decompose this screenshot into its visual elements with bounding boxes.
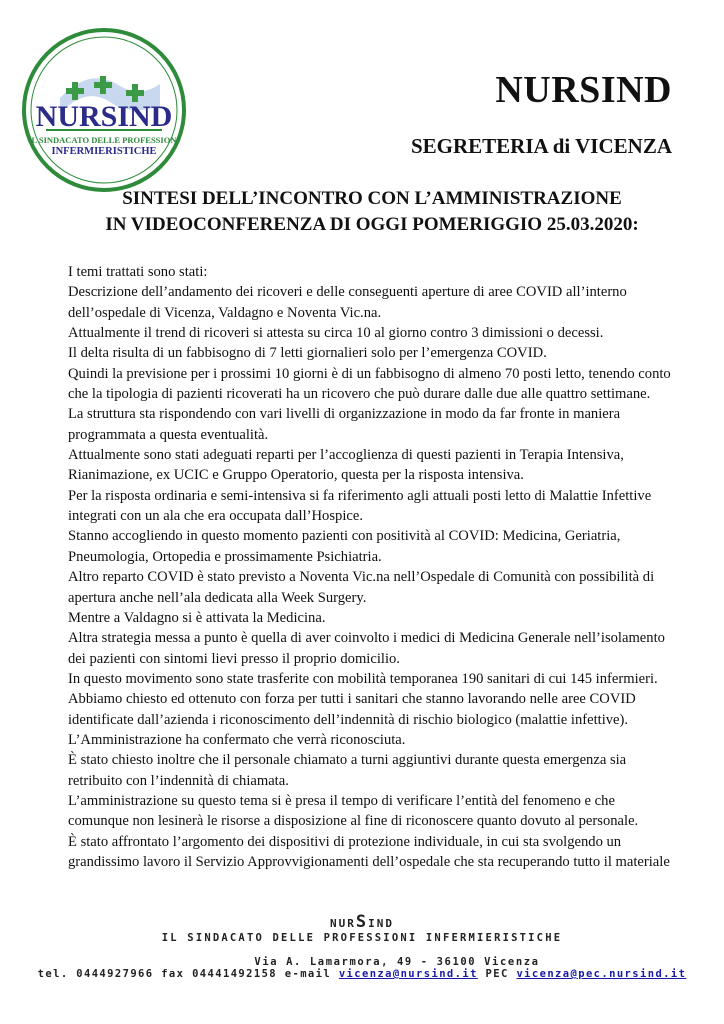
footer-logo-big: S: [355, 912, 369, 932]
body-line: apertura anche nell’ala dedicata alla Week Surgery.: [68, 589, 367, 606]
footer-logo-pre: NUR: [330, 917, 356, 930]
body-line: retribuito con l’indennità di chiamata.: [68, 772, 289, 789]
body-line: integrati con un ala che era occupata dall’Hospice.: [68, 508, 363, 525]
body-line: Attualmente il trend di ricoveri si attesta su circa 10 al giorno contro 3 dimissioni o decessi.: [68, 325, 604, 342]
body-line: comunque non lesinerà le risorse a disposizione al fine di riconoscere quanto dovuto al personale.: [68, 813, 639, 830]
org-name: NURSIND: [495, 69, 672, 111]
body-line: Pneumologia, Ortopedia e prossimamente Psichiatria.: [68, 548, 382, 565]
body-line: Rianimazione, ex UCIC e Gruppo Operatorio, questa per la risposta intensiva.: [68, 467, 524, 484]
body-line: È stato affrontato l’argomento dei dispositivi di protezione individuale, in cui sta svolgendo un: [68, 833, 622, 850]
logo-tagline-1: IL SINDACATO DELLE PROFESSIONI: [28, 135, 180, 145]
body-line: In questo movimento sono state trasferite con mobilità temporanea 190 sanitari di cui 145 infermieri.: [68, 670, 658, 687]
footer: [0, 912, 724, 980]
footer-email-link[interactable]: vicenza@nursind.it: [338, 968, 478, 980]
body-line: identificate dall’azienda i riconoscimento dell’indennità di rischio biologico (malattie infettive).: [68, 711, 629, 728]
body-line: L’amministrazione su questo tema si è presa il tempo di verificare l’entità del fenomeno e che: [68, 792, 615, 809]
body-line: programmata a questa eventualità.: [68, 426, 269, 443]
body-line: Mentre a Valdagno si è attivata la Medicina.: [68, 609, 326, 626]
title-line-1: SINTESI DELL’INCONTRO CON L’AMMINISTRAZIONE: [122, 188, 622, 209]
body-line: Altro reparto COVID è stato previsto a Noventa Vic.na nell’Ospedale di Comunità con possibilità di: [68, 569, 655, 586]
body-line: Stanno accogliendo in questo momento pazienti con positività al COVID: Medicina, Geriatria,: [68, 528, 621, 545]
body-line: Altra strategia messa a punto è quella di aver coinvolto i medici di Medicina Generale nell’isolamento: [68, 630, 665, 647]
body-line: Abbiamo chiesto ed ottenuto con forza per tutti i sanitari che stanno lavorando nelle aree COVID: [68, 691, 636, 708]
title-line-2: IN VIDEOCONFERENZA DI OGGI POMERIGGIO 25.03.2020:: [105, 214, 639, 235]
logo-wordmark: NURSIND: [35, 100, 173, 133]
logo-tagline-2: INFERMIERISTICHE: [51, 146, 157, 157]
body-line: dell’ospedale di Vicenza, Valdagno e Noventa Vic.na.: [68, 304, 382, 321]
body-line: Il delta risulta di un fabbisogno di 7 letti giornalieri solo per l’emergenza COVID.: [68, 345, 547, 362]
body-line: dei pazienti con sintomi lievi presso il proprio domicilio.: [68, 650, 400, 667]
body-line: L’Amministrazione ha confermato che verrà riconosciuta.: [68, 731, 406, 748]
org-subtitle: SEGRETERIA di VICENZA: [410, 134, 672, 158]
body-line: Attualmente sono stati adeguati reparti per l’accoglienza di questi pazienti in Terapia Intensiva,: [68, 447, 624, 464]
footer-contact-prefix: tel. 0444927966 fax 04441492158 e-mail: [37, 968, 332, 980]
footer-contacts: [0, 968, 724, 980]
document-body: [68, 262, 684, 872]
nursind-logo: [20, 26, 188, 194]
footer-tagline: IL SINDACATO DELLE PROFESSIONI INFERMIERISTICHE: [161, 932, 563, 944]
body-line: Descrizione dell’andamento dei ricoveri e delle conseguenti aperture di aree COVID all’interno: [68, 284, 627, 301]
body-line: che la tipologia di pazienti ricoverati ha un ricovero che può durare dalle due alle quattro settimane.: [68, 386, 651, 403]
footer-address: Via A. Lamarmora, 49 - 36100 Vicenza: [254, 956, 540, 968]
body-line: La struttura sta rispondendo con vari livelli di organizzazione in modo da far fronte in maniera: [68, 406, 621, 423]
body-line: I temi trattati sono stati:: [68, 264, 208, 280]
body-line: grandissimo lavoro il Servizio Approvvigionamenti dell’ospedale che sta recuperando tutto il materiale: [68, 853, 670, 870]
footer-pec-link[interactable]: vicenza@pec.nursind.it: [516, 968, 687, 980]
footer-logo-post: IND: [368, 917, 394, 930]
document-title: [0, 186, 724, 238]
body-line: Per la risposta ordinaria e semi-intensiva si fa riferimento agli attuali posti letto di Malattie Infettive: [68, 487, 652, 504]
footer-logo: [0, 912, 724, 932]
body-line: Quindi la previsione per i prossimi 10 giorni è di un fabbisogno di almeno 70 posti letto, tenendo conto: [68, 365, 671, 382]
footer-pec-label: PEC: [485, 968, 509, 980]
body-line: È stato chiesto inoltre che il personale chiamato a turni aggiuntivi durante questa emergenza sia: [68, 752, 627, 769]
